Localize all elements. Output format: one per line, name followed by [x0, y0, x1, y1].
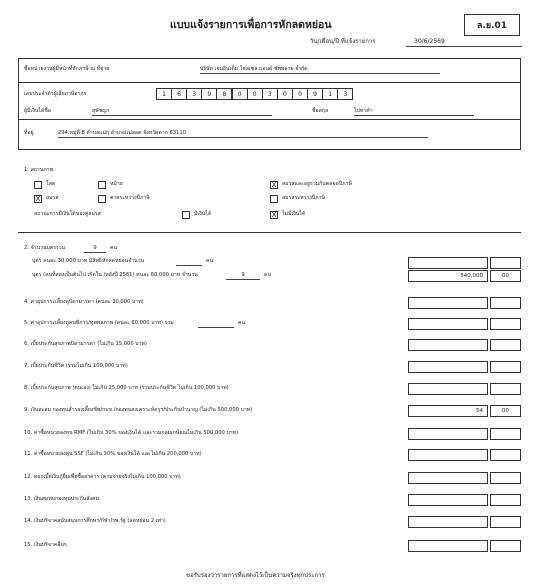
- status-married-during-year-label: สมรสระหว่างปีภาษี: [282, 195, 325, 201]
- deduction-amount-cell[interactable]: [408, 297, 488, 309]
- deduction-item-label: 7. เบี้ยประกันชีวิต (รวมไม่เกิน 100,000 บาท): [24, 363, 128, 369]
- deduction-amount-cell[interactable]: [408, 318, 488, 330]
- deduction-item-label: 11. ค่าซื้อหน่วยลงทุน SSF (ไม่เกิน 30% ของเงินได้ และไม่เกิน 200,000 บาท): [24, 451, 202, 457]
- tax-id-digit-box[interactable]: 0: [292, 88, 308, 100]
- deduction-amount-cell[interactable]: [408, 383, 488, 395]
- deduction-satang-cell[interactable]: [490, 339, 521, 351]
- surname-field[interactable]: ไปทาคำ: [354, 108, 474, 116]
- deduction-item-label: 5. ค่าอุปการะเลี้ยงดูคนพิการ/ทุพพลภาพ (คนละ 60,000 บาท) รวม: [24, 320, 174, 326]
- status-married-label: สมรส: [46, 195, 59, 201]
- children-line1-count-field[interactable]: [176, 264, 202, 266]
- status-married-checkbox[interactable]: X: [35, 195, 41, 203]
- form-title: แบบแจ้งรายการเพื่อการหักลดหย่อน: [170, 19, 332, 31]
- deduction-item-label: 14. เงินบริจาคสนับสนุนการศึกษา/กีฬา/รพ.รัฐ (ลดหย่อน 2 เท่า): [24, 518, 166, 524]
- status-heading: 1. สถานภาพ: [24, 167, 54, 173]
- status-married-cohabiting-checkbox[interactable]: X: [271, 181, 277, 189]
- form-code-badge: ล.ย.01: [464, 14, 520, 36]
- tax-id-digit-box[interactable]: 0: [247, 88, 263, 100]
- tax-id-label: เลขประจำตัวผู้เสียภาษีอากร: [24, 91, 87, 97]
- deduction-item-label: 15. เงินบริจาคอื่นๆ: [24, 542, 67, 548]
- children-line2-unit: คน: [264, 272, 272, 278]
- children-line2-label: บุตร (คนที่สองเป็นต้นไป เกิดใน /หลังปี 2561) คนละ 60,000 บาท จำนวน: [32, 272, 198, 278]
- deduction-amount-cell[interactable]: [408, 516, 488, 528]
- spouse-no-income-checkbox[interactable]: X: [271, 211, 277, 219]
- deduction-amount-cell[interactable]: [408, 428, 488, 440]
- children-line1-unit: คน: [206, 258, 214, 264]
- deduction-item-label: 6. เบี้ยประกันสุขภาพบิดามารดา (ไม่เกิน 15,000 บาท): [24, 341, 147, 347]
- certification-statement: ขอรับรองว่ารายการที่แสดงไว้เป็นความจริงทุกประการ: [186, 572, 325, 579]
- children-line1-satang-cell[interactable]: [490, 257, 521, 269]
- date-value[interactable]: 30/6/2569: [406, 38, 522, 47]
- deduction-satang-cell[interactable]: 00: [490, 405, 521, 417]
- deduction-satang-cell[interactable]: [490, 472, 521, 484]
- deduction-item-count-field[interactable]: [198, 326, 234, 328]
- deduction-amount-cell[interactable]: [408, 339, 488, 351]
- tax-id-digits[interactable]: [156, 88, 353, 100]
- tax-id-digit-box[interactable]: 3: [186, 88, 202, 100]
- tax-id-digit-box[interactable]: 1: [322, 88, 338, 100]
- tax-id-digit-box[interactable]: 8: [216, 88, 232, 100]
- deduction-item-label: 13. เงินสมทบกองทุนประกันสังคม: [24, 496, 99, 502]
- status-widowed-checkbox[interactable]: [98, 181, 106, 189]
- children-total-field[interactable]: 9: [84, 245, 106, 253]
- deduction-satang-cell[interactable]: [490, 361, 521, 373]
- address-label: ที่อยู่: [24, 130, 34, 136]
- children-line1-amount-cell[interactable]: [408, 257, 488, 269]
- deduction-satang-cell[interactable]: [490, 494, 521, 506]
- tax-id-digit-box[interactable]: 0: [277, 88, 293, 100]
- deduction-item-label: 4. ค่าอุปการะเลี้ยงดูบิดามารดา (คนละ 30,000 บาท): [24, 299, 144, 305]
- status-married-during-year-checkbox[interactable]: [270, 195, 278, 203]
- status-died-label: ตายระหว่างปีภาษี: [110, 195, 150, 201]
- children-line2-satang-cell[interactable]: 00: [490, 270, 521, 282]
- spouse-has-income-label: มีเงินได้: [194, 211, 212, 217]
- deduction-item-label: 9. เงินสะสม กองทุนสำรองเลี้ยงชีพ/กบข./กองทุนสงเคราะห์ครูฯ/ประกันบำนาญ (ไม่เกิน 500,000 บาท): [24, 407, 253, 413]
- deduction-amount-cell[interactable]: [408, 361, 488, 373]
- status-single-label: โสด: [46, 181, 56, 187]
- children-line2-count-field[interactable]: 9: [226, 272, 260, 280]
- tax-id-digit-box[interactable]: 9: [201, 88, 217, 100]
- children-line1-label: บุตร คนละ 30,000 บาท มีสิทธิหักลดหย่อนจำนวน: [32, 258, 145, 264]
- tax-id-digit-box[interactable]: 6: [171, 88, 187, 100]
- first-name-field[interactable]: สุพัชญา: [92, 108, 272, 116]
- status-died-checkbox[interactable]: [98, 195, 106, 203]
- address-field[interactable]: 294 หมู่ที่ 8 ตำบลแม่กุ อำเภอแม่สอด จังหวัดตาก 63110: [58, 130, 428, 138]
- deduction-amount-cell[interactable]: [408, 494, 488, 506]
- status-married-cohabiting-label: สมรสและอยู่ร่วมกันตลอดปีภาษี: [282, 181, 352, 187]
- divider: [18, 119, 521, 120]
- tax-id-digit-box[interactable]: 3: [262, 88, 278, 100]
- deduction-amount-cell[interactable]: [408, 540, 488, 552]
- deduction-satang-cell[interactable]: [490, 297, 521, 309]
- tax-id-digit-box[interactable]: 0: [232, 88, 248, 100]
- deduction-item-label: 12. ดอกเบี้ยเงินกู้ยืมเพื่อซื้ออาคาร (ตามจ่ายจริงไม่เกิน 100,000 บาท): [24, 474, 181, 480]
- divider: [18, 82, 521, 83]
- deduction-satang-cell[interactable]: [490, 540, 521, 552]
- tax-id-digit-box[interactable]: 9: [307, 88, 323, 100]
- deduction-satang-cell[interactable]: [490, 428, 521, 440]
- deduction-amount-cell[interactable]: [408, 449, 488, 461]
- deduction-satang-cell[interactable]: [490, 449, 521, 461]
- deduction-amount-cell[interactable]: [408, 472, 488, 484]
- section-divider: [18, 232, 521, 233]
- deduction-satang-cell[interactable]: [490, 383, 521, 395]
- tax-id-digit-box[interactable]: 3: [337, 88, 353, 100]
- status-widowed-label: หม้าย: [110, 181, 123, 187]
- spouse-income-label: สถานะการมีเงินได้ของคู่สมรส: [34, 211, 101, 217]
- tax-id-digit-box[interactable]: 1: [156, 88, 172, 100]
- deduction-amount-cell[interactable]: 54: [408, 405, 488, 417]
- spouse-no-income-label: ไม่มีเงินได้: [282, 211, 306, 217]
- deduction-satang-cell[interactable]: [490, 516, 521, 528]
- deduction-item-label: 8. เบี้ยประกันสุขภาพ (ตนเอง) ไม่เกิน 25,000 บาท (รวมประกันชีวิต ไม่เกิน 100,000 บาท): [24, 385, 229, 391]
- deduction-item-label: 10. ค่าซื้อหน่วยลงทุน RMF (ไม่เกิน 30% ของเงินได้ และรวมกลุ่มเกษียณไม่เกิน 500,000 บาท): [24, 430, 239, 436]
- status-single-checkbox[interactable]: [34, 181, 42, 189]
- children-unit: คน: [110, 245, 118, 251]
- employer-label: ชื่อหน่วยงานผู้มีหน้าที่หักภาษี ณ ที่จ่าย: [24, 66, 110, 72]
- children-line2-amount-cell[interactable]: 540,000: [408, 270, 488, 282]
- children-heading: 2. จำนวนบุตรรวม: [24, 245, 66, 251]
- surname-label: ชื่อสกุล: [312, 108, 329, 114]
- employer-name-field[interactable]: บริษัท เจนอินเด็ม โฮลเซล แอนด์ ซัพพลาย จำกัด: [200, 66, 440, 74]
- deduction-satang-cell[interactable]: [490, 318, 521, 330]
- deduction-item-unit: คน: [238, 320, 246, 326]
- name-label: ผู้มีเงินได้ชื่อ: [24, 108, 51, 114]
- spouse-has-income-checkbox[interactable]: [182, 211, 190, 219]
- date-label: วัน/เดือน/ปี ที่แจ้งรายการ: [310, 38, 376, 45]
